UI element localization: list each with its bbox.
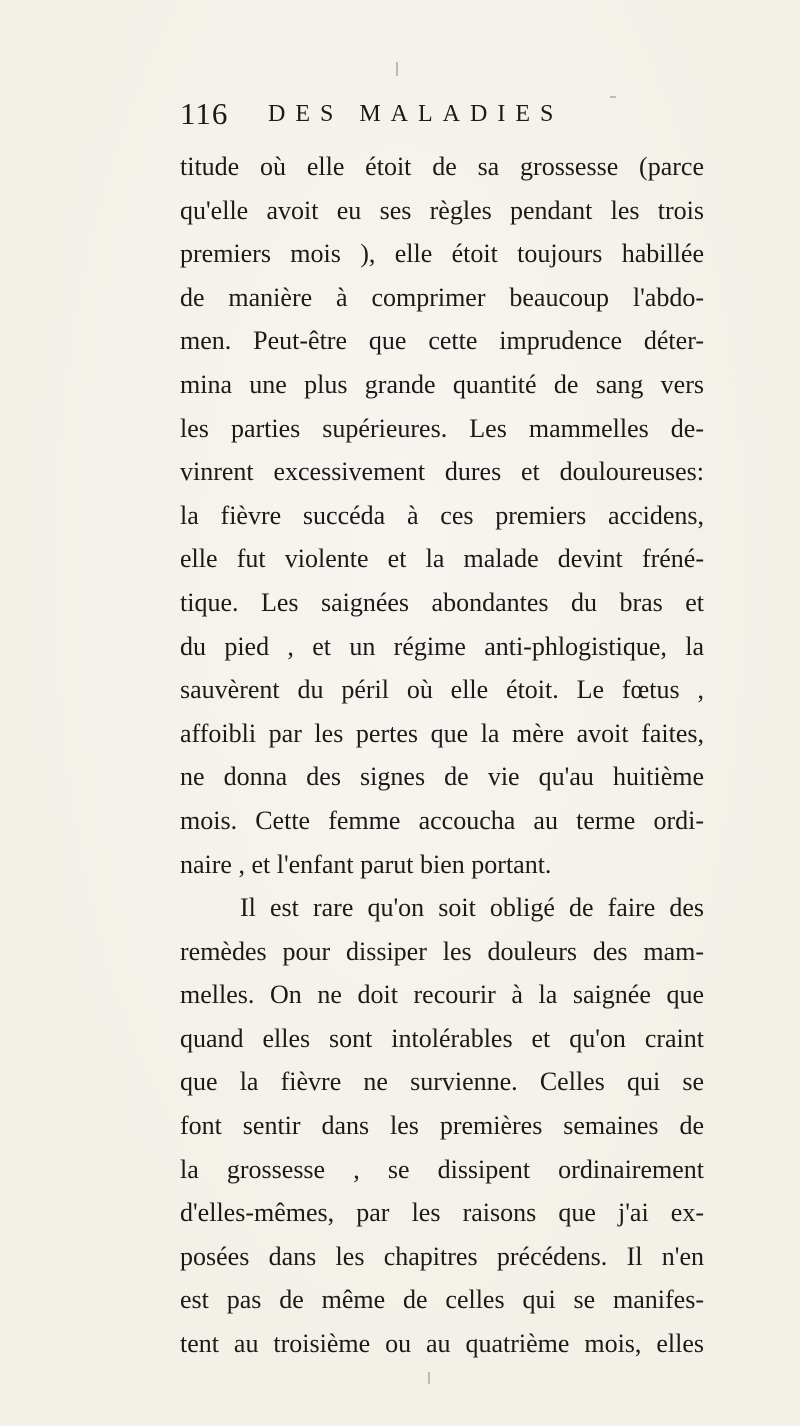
text-line: vinrent excessivement dures et douloureuses: [180, 457, 704, 487]
text-line: que la fièvre ne survienne. Celles qui se [180, 1067, 704, 1097]
text-line: men. Peut-être que cette imprudence déter- [180, 326, 704, 356]
text-line: tique. Les saignées abondantes du bras et [180, 587, 704, 617]
text-line: quand elles sont intolérables et qu'on craint [180, 1023, 704, 1053]
text-line: d'elles-mêmes, par les raisons que j'ai ex- [180, 1198, 704, 1228]
paper-speck [428, 1372, 430, 1384]
text-line: mina une plus grande quantité de sang vers [180, 369, 704, 399]
text-line: sauvèrent du péril où elle étoit. Le fœtus , [180, 675, 704, 705]
text-line: les parties supérieures. Les mammelles de- [180, 413, 704, 443]
text-line: font sentir dans les premières semaines de [180, 1111, 704, 1141]
body-text [180, 145, 704, 1366]
text-line: de manière à comprimer beaucoup l'abdo- [180, 282, 704, 312]
text-line: melles. On ne doit recourir à la saignée que [180, 980, 704, 1010]
text-line: premiers mois ), elle étoit toujours habillée [180, 239, 704, 269]
text-line: ne donna des signes de vie qu'au huitième [180, 762, 704, 792]
text-line: du pied , et un régime anti-phlogistique, la [180, 631, 704, 661]
text-line: mois. Cette femme accoucha au terme ordi- [180, 805, 704, 835]
text-line: affoibli par les pertes que la mère avoit faites, [180, 718, 704, 748]
page-header [180, 94, 700, 134]
text-line: posées dans les chapitres précédens. Il n'en [180, 1241, 704, 1271]
text-line: elle fut violente et la malade devint fréné- [180, 544, 704, 574]
text-line: tent au troisième ou au quatrième mois, elles [180, 1329, 704, 1359]
text-line: la grossesse , se dissipent ordinairement [180, 1154, 704, 1184]
text-line: la fièvre succéda à ces premiers accidens, [180, 500, 704, 530]
page-number: 116 [180, 96, 229, 131]
running-head: DES MALADIES [268, 101, 564, 127]
text-line: qu'elle avoit eu ses règles pendant les trois [180, 195, 704, 225]
text-line: remèdes pour dissiper les douleurs des mam- [180, 936, 704, 966]
text-line: naire , et l'enfant parut bien portant. [180, 849, 552, 879]
paragraph-start-line: Il est rare qu'on soit obligé de faire des [240, 893, 704, 923]
paper-speck [396, 62, 398, 76]
text-line: titude où elle étoit de sa grossesse (parce [180, 152, 704, 181]
text-line: est pas de même de celles qui se manifes- [180, 1285, 704, 1315]
